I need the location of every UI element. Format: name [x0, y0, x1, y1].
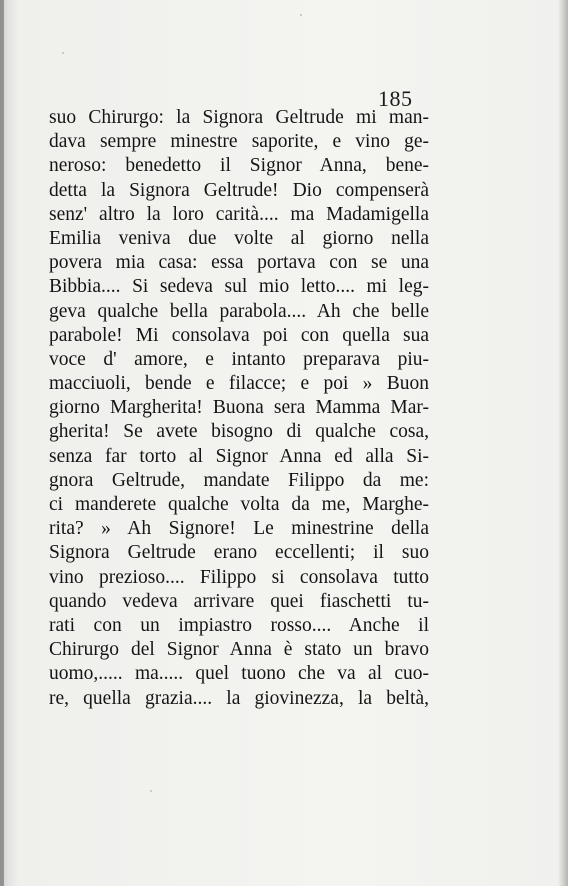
- text-line: Signora Geltrude erano eccellenti; il suo: [49, 542, 429, 564]
- text-line: ci manderete qualche volta da me, Marghe-: [49, 494, 429, 515]
- text-line: rati con un impiastro rosso.... Anche il: [49, 614, 429, 636]
- text-line: geva qualche bella parabola.... Ah che belle: [49, 300, 429, 322]
- text-line: senz' altro la loro carità.... ma Madamigella: [49, 203, 429, 225]
- text-line: parabole! Mi consolava poi con quella sua: [49, 324, 429, 346]
- text-line: re, quella grazia.... la giovinezza, la beltà,: [49, 687, 429, 709]
- text-line: vino prezioso.... Filippo si consolava tutto: [49, 566, 429, 588]
- text-line: macciuoli, bende e filacce; e poi » Buon: [49, 373, 429, 395]
- text-line: uomo,..... ma..... quel tuono che va al cuo-: [49, 663, 429, 685]
- text-line: rita? » Ah Signore! Le minestrine della: [49, 518, 429, 540]
- paper-speck: [62, 52, 64, 54]
- text-line: Emilia veniva due volte al giorno nella: [49, 227, 429, 249]
- text-line: dava sempre minestre saporite, e vino ge-: [49, 131, 429, 153]
- text-line: gherita! Se avete bisogno di qualche cosa,: [49, 421, 429, 443]
- paper-speck: [300, 14, 302, 16]
- text-line: Bibbia.... Si sedeva sul mio letto.... mi leg-: [49, 276, 429, 298]
- text-line: senza far torto al Signor Anna ed alla Si-: [49, 445, 429, 467]
- text-line: voce d' amore, e intanto preparava piu-: [49, 348, 429, 370]
- text-line: Chirurgo del Signor Anna è stato un bravo: [49, 639, 429, 661]
- text-line: suo Chirurgo: la Signora Geltrude mi man-: [49, 107, 429, 128]
- text-line: neroso: benedetto il Signor Anna, bene-: [49, 155, 429, 177]
- text-line: gnora Geltrude, mandate Filippo da me:: [49, 469, 429, 491]
- text-line: povera mia casa: essa portava con se una: [49, 252, 429, 274]
- gutter-shadow: [0, 0, 4, 886]
- body-text: [49, 106, 429, 711]
- text-line: quando vedeva arrivare quei fiaschetti tu-: [49, 590, 429, 612]
- text-line: giorno Margherita! Buona sera Mamma Mar-: [49, 397, 429, 419]
- page-number: 185: [378, 86, 413, 111]
- text-line: detta la Signora Geltrude! Dio compenserà: [49, 179, 429, 201]
- paper-speck: [150, 790, 152, 792]
- page-edge-shadow: [558, 0, 568, 886]
